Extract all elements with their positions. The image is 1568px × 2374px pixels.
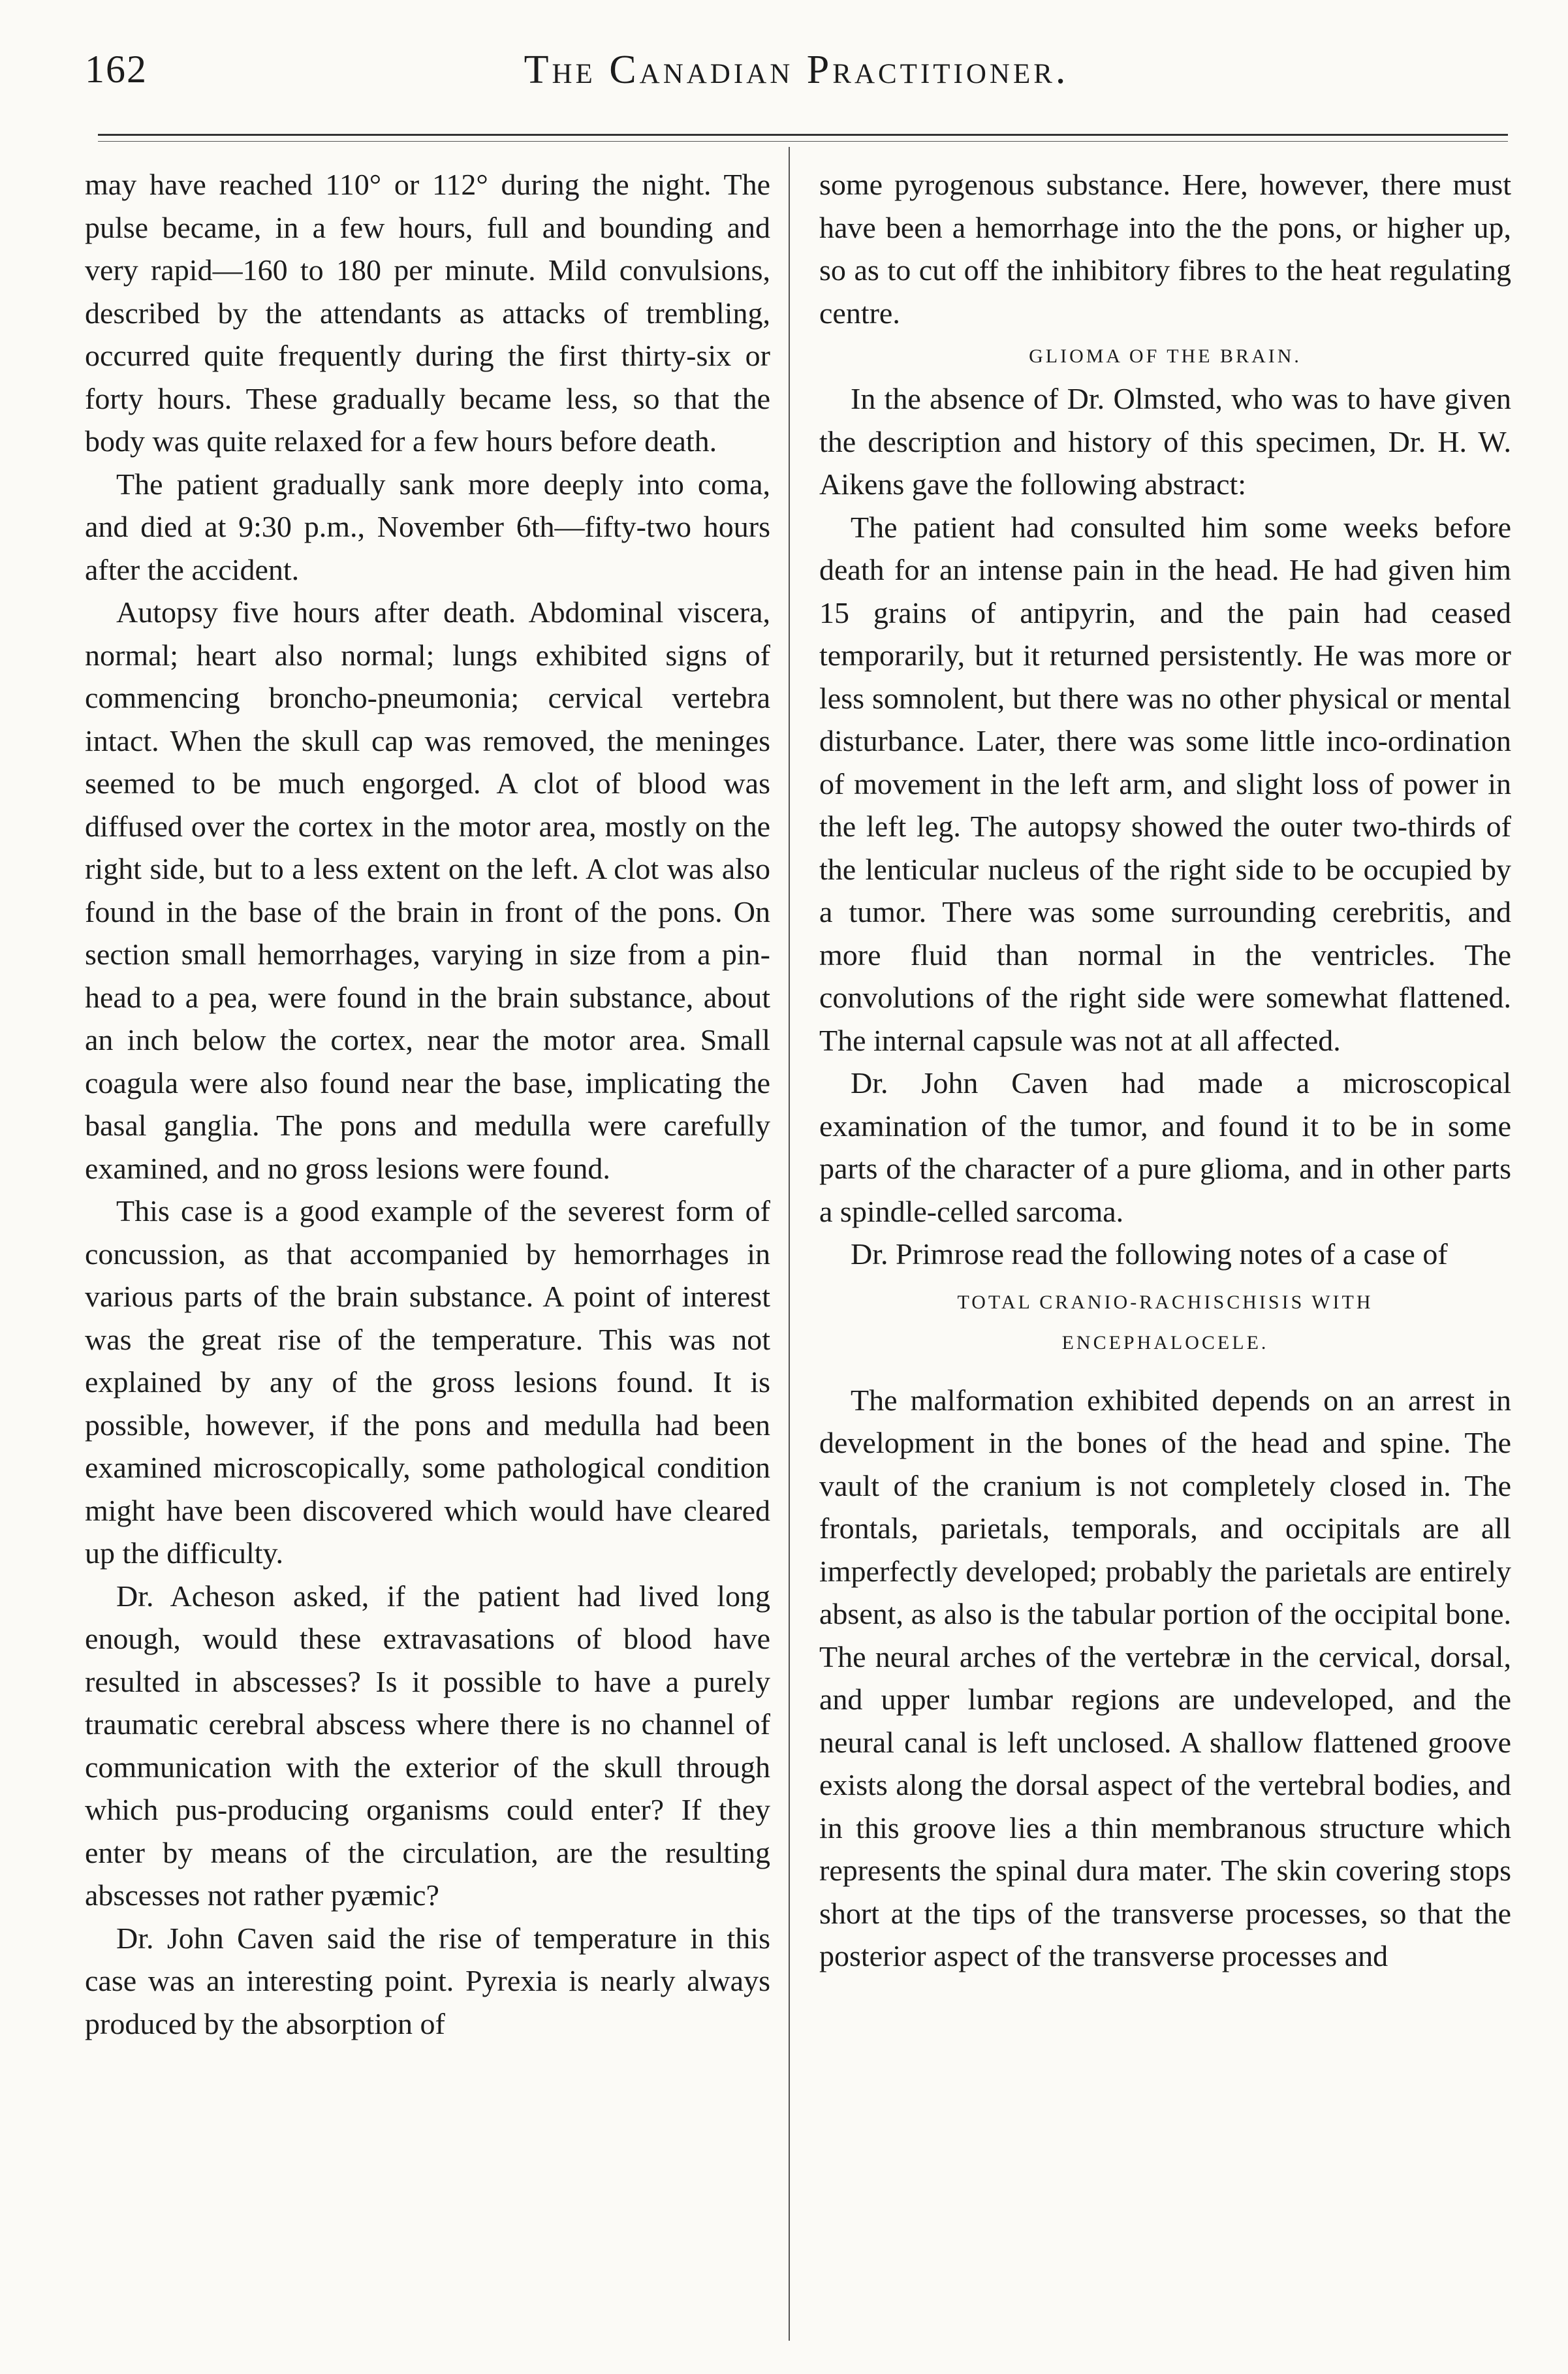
page-number: 162 xyxy=(85,48,148,91)
paragraph: Autopsy five hours after death. Abdominal viscera, normal; heart also normal; lungs exhibited signs of commencing broncho-pneumonia; cervical vertebra intact. When the skull cap was removed, the meninges seemed to be much engorged. A clot of blood was diffused over the cortex in the motor area, mostly on the right side, but to a less extent on the left. A clot was also found in the base of the brain in front of the pons. On section small hemorrhages, varying in size from a pin-head to a pea, were found in the brain substance, about an inch below the cortex, near the motor area. Small coagula were also found near the base, implicating the basal ganglia. The pons and medulla were carefully examined, and no gross lesions were found. xyxy=(85,595,770,1185)
paragraph: The malformation exhibited depends on an arrest in development in the bones of the head and spine. The vault of the cranium is not completely closed in. The frontals, parietals, temporals, and occipitals are all imperfectly developed; probably the parietals are entirely absent, as also is the tabular portion of the occipital bone. The neural arches of the vertebræ in the cervical, dorsal, and upper lumbar regions are undeveloped, and the neural canal is left unclosed. A shallow flattened groove exists along the dorsal aspect of the vertebral bodies, and in this groove lies a thin membranous structure which represents the spinal dura mater. The skin covering stops short at the tips of the transverse processes, so that the posterior aspect of the transverse processes and xyxy=(819,1383,1511,1972)
paragraph: Dr. Acheson asked, if the patient had lived long enough, would these extravasations of blood have resulted in abscesses? Is it possible to have a purely traumatic cerebral abscess where there is no channel of communication with the exterior of the skull through which pus-producing organisms could enter? If they enter by means of the circulation, are the resulting abscesses not rather pyæmic? xyxy=(85,1579,770,1912)
paragraph: In the absence of Dr. Olmsted, who was to have given the description and history of this specimen, Dr. H. W. Aikens gave the following abstract: xyxy=(819,382,1511,501)
running-title-text: The Canadian Practitioner. xyxy=(524,48,1069,92)
section-heading-cranio xyxy=(819,1282,1511,1363)
running-title xyxy=(85,47,1508,93)
column-divider xyxy=(789,147,790,2341)
left-column xyxy=(85,163,770,2350)
paragraph: This case is a good example of the severest form of concussion, as that accompanied by hemorrhages in various parts of the brain substance. A point of interest was the great rise of the temperature. This was not explained by any of the gross lesions found. It is possible, however, if the pons and medulla had been examined microscopically, some pathological condition might have been discovered which would have cleared up the difficulty. xyxy=(85,1194,770,1570)
paragraph: The patient had consulted him some weeks before death for an intense pain in the head. He had given him 15 grains of antipyrin, and the pain had ceased temporarily, but it returned persistently. He was more or less somnolent, but there was no other physical or mental disturbance. Later, there was some little inco-ordination of movement in the left arm, and slight loss of power in the left leg. The autopsy showed the outer two-thirds of the lenticular nucleus of the right side to be occupied by a tumor. There was some surrounding cerebritis, and more fluid than normal in the ventricles. The convolutions of the right side were somewhat flattened. The internal capsule was not at all affected. xyxy=(819,510,1511,1057)
paragraph: may have reached 110° or 112° during the night. The pulse became, in a few hours, full and bounding and very rapid—160 to 180 per minute. Mild convulsions, described by the attendants as attacks of trembling, occurred quite frequently during the first thirty-six or forty hours. These gradually became less, so that the body was quite relaxed for a few hours before death. xyxy=(85,168,770,458)
page-header xyxy=(85,47,1508,119)
paragraph: The patient gradually sank more deeply into coma, and died at 9:30 p.m., November 6th—fifty-two hours after the accident. xyxy=(85,467,770,586)
paragraph: Dr. John Caven said the rise of temperature in this case was an interesting point. Pyrexia is nearly always produced by the absorption of xyxy=(85,1921,770,2040)
paragraph: Dr. John Caven had made a microscopical examination of the tumor, and found it to be in some parts of the character of a pure glioma, and in other parts a spindle-celled sarcoma. xyxy=(819,1066,1511,1228)
right-column xyxy=(819,163,1511,2350)
section-heading-line: TOTAL CRANIO-RACHISCHISIS WITH xyxy=(957,1291,1373,1313)
header-rule xyxy=(98,134,1508,142)
paragraph: some pyrogenous substance. Here, however, there must have been a hemorrhage into the the pons, or higher up, so as to cut off the inhibitory fibres to the heat regulating centre. xyxy=(819,168,1511,330)
paragraph: Dr. Primrose read the following notes of a case of xyxy=(851,1237,1448,1271)
section-heading-line: ENCEPHALOCELE. xyxy=(1061,1331,1269,1353)
section-heading-glioma: GLIOMA OF THE BRAIN. xyxy=(1029,345,1302,367)
